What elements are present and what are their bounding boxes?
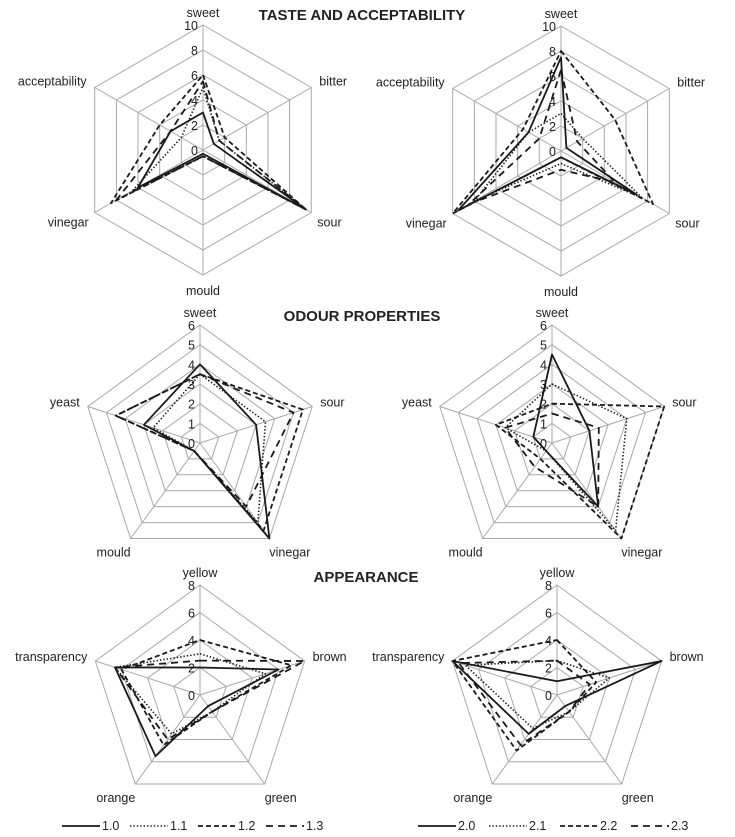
axis-label-vinegar: vinegar (405, 216, 447, 231)
legend-label-1-1: 1.1 (170, 819, 188, 833)
axis-label-sour: sour (320, 395, 345, 410)
radar-chart-appearance-right (372, 566, 704, 805)
axis-label-transparency: transparency (15, 650, 88, 664)
section-title-appearance: APPEARANCE (313, 569, 419, 586)
axis-spoke (95, 88, 203, 151)
axis-label-bitter: bitter (677, 75, 706, 90)
legend-label-1-2: 1.2 (238, 819, 256, 833)
axis-label-yellow: yellow (539, 566, 575, 580)
axis-label-orange: orange (96, 791, 136, 805)
axis-spoke (95, 661, 200, 695)
axis-label-sweet: sweet (535, 306, 569, 320)
tick-label: 8 (545, 579, 552, 593)
tick-label: 3 (188, 378, 195, 392)
tick-label: 10 (542, 20, 556, 34)
axis-label-sour: sour (317, 215, 342, 230)
axis-label-sweet: sweet (186, 6, 220, 20)
axis-label-vinegar: vinegar (621, 545, 663, 560)
legends (62, 819, 688, 833)
tick-label: 6 (545, 606, 552, 621)
tick-label: 0 (549, 145, 556, 159)
tick-label: 4 (191, 94, 198, 108)
legend-2 (418, 819, 688, 833)
tick-label: 8 (549, 45, 556, 59)
axis-label-mould: mould (185, 284, 221, 298)
radar-chart-taste-left (18, 6, 347, 298)
axis-label-sour: sour (675, 216, 700, 231)
axis-label-brown: brown (312, 650, 347, 664)
tick-label: 0 (188, 437, 195, 451)
axis-label-green: green (264, 791, 297, 805)
tick-label: 4 (188, 358, 195, 373)
axis-label-transparency: transparency (372, 650, 445, 664)
tick-label: 5 (540, 338, 547, 353)
tick-label: 6 (188, 606, 195, 621)
tick-label: 2 (545, 661, 552, 676)
axis-label-brown: brown (669, 650, 704, 664)
axis-label-acceptability: acceptability (17, 74, 87, 89)
axis-spoke (552, 407, 664, 444)
legend-label-2-0: 2.0 (458, 819, 476, 833)
legend-label-2-1: 2.1 (529, 819, 547, 833)
axis-label-mould: mould (96, 545, 131, 560)
tick-label: 5 (188, 338, 195, 353)
axis-label-mould: mould (543, 285, 579, 299)
tick-label: 6 (188, 319, 195, 333)
tick-label: 10 (184, 19, 198, 33)
tick-label: 0 (540, 437, 547, 451)
legend-1 (62, 819, 323, 833)
axis-label-vinegar: vinegar (269, 545, 311, 560)
tick-label: 4 (549, 95, 556, 109)
series-line-1-0 (115, 667, 279, 756)
series-line-2-2 (452, 640, 596, 751)
tick-label: 0 (545, 689, 552, 703)
tick-label: 2 (188, 397, 195, 412)
axis-label-yeast: yeast (401, 395, 432, 410)
tick-label: 2 (540, 397, 547, 412)
tick-label: 2 (188, 661, 195, 676)
legend-label-2-3: 2.3 (671, 819, 689, 833)
tick-label: 6 (191, 69, 198, 83)
tick-label: 1 (188, 417, 195, 432)
tick-label: 3 (540, 378, 547, 392)
series-line-1-3 (116, 374, 294, 506)
tick-label: 4 (540, 358, 547, 373)
tick-label: 0 (191, 144, 198, 158)
tick-label: 8 (191, 44, 198, 58)
tick-label: 2 (191, 119, 198, 133)
axis-label-yellow: yellow (182, 566, 218, 580)
axis-label-mould: mould (448, 545, 483, 560)
section-title-odour: ODOUR PROPERTIES (283, 308, 441, 325)
radar-chart-odour-left (50, 306, 345, 560)
axis-label-acceptability: acceptability (375, 75, 445, 90)
radar-chart-odour-right (402, 306, 697, 560)
radar-chart-appearance-left (15, 566, 347, 805)
legend-label-2-2: 2.2 (600, 819, 618, 833)
axis-label-bitter: bitter (319, 74, 348, 89)
legend-label-1-3: 1.3 (306, 819, 324, 833)
tick-label: 8 (188, 579, 195, 593)
tick-label: 4 (545, 634, 552, 648)
axis-label-vinegar: vinegar (47, 215, 89, 230)
radar-chart-taste-right (376, 7, 705, 299)
axis-label-yeast: yeast (49, 395, 80, 410)
tick-label: 6 (549, 70, 556, 84)
radar-charts (15, 6, 705, 805)
axis-label-orange: orange (453, 791, 493, 805)
axis-label-sweet: sweet (183, 306, 217, 320)
section-title-taste: TASTE AND ACCEPTABILITY (258, 7, 466, 24)
tick-label: 1 (540, 417, 547, 432)
axis-label-sour: sour (672, 395, 697, 410)
tick-label: 0 (188, 689, 195, 703)
axis-label-sweet: sweet (544, 7, 578, 21)
tick-label: 2 (549, 120, 556, 134)
axis-label-green: green (621, 791, 654, 805)
legend-label-1-0: 1.0 (102, 819, 120, 833)
tick-label: 6 (540, 319, 547, 333)
series-line-2-1 (474, 114, 642, 202)
tick-label: 4 (188, 634, 195, 648)
